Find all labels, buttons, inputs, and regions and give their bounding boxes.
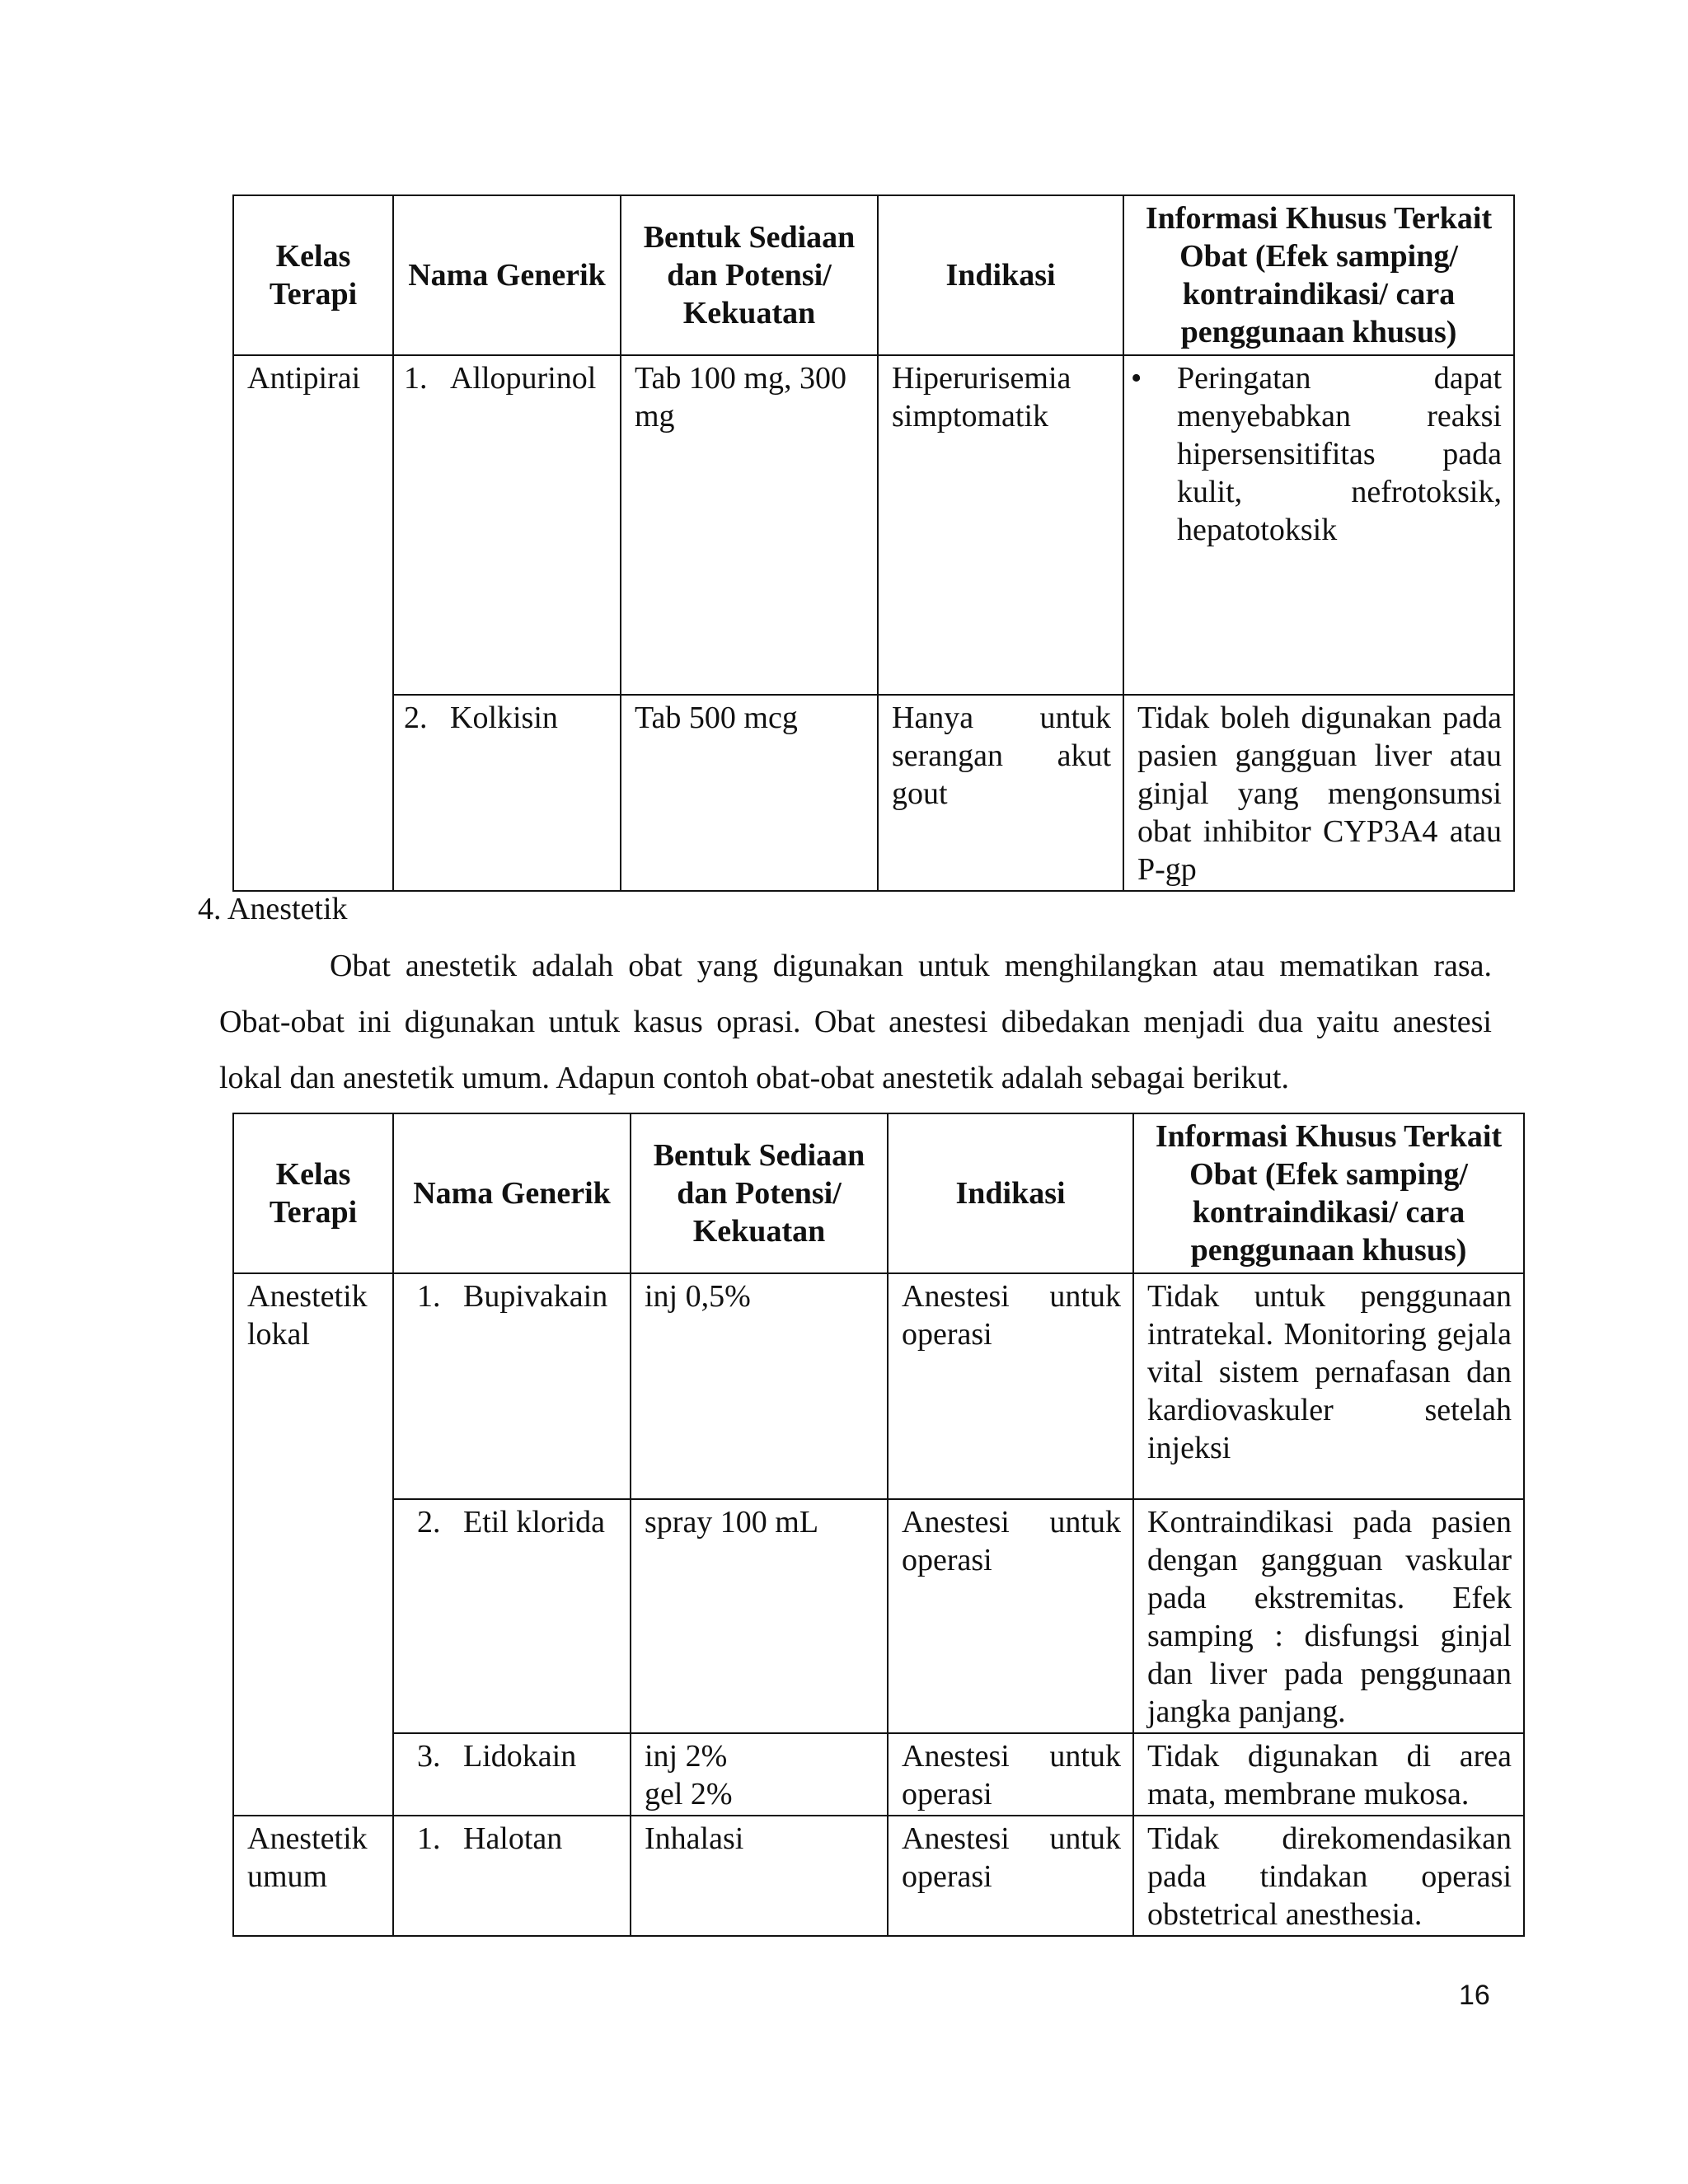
header-informasi-khusus: Informasi Khusus Terkait Obat (Efek samping/ kontraindikasi/ cara penggunaan khusus) (1123, 195, 1514, 355)
header-bentuk-sediaan: Bentuk Sediaan dan Potensi/ Kekuatan (621, 195, 878, 355)
nama-generik-cell (393, 1733, 631, 1816)
drug-name: Etil klorida (463, 1505, 606, 1540)
row-number: 3. (417, 1739, 441, 1774)
informasi-cell: Tidak boleh digunakan pada pasien gangguan liver atau ginjal yang mengonsumsi obat inhibitor CYP3A4 atau P-gp (1123, 695, 1514, 891)
informasi-cell: Kontraindikasi pada pasien dengan gangguan vaskular pada ekstremitas. Efek samping : disfungsi ginjal dan liver pada penggunaan jangka panjang. (1133, 1499, 1524, 1733)
nama-generik-cell (393, 1273, 631, 1499)
section-paragraph (219, 938, 1492, 1106)
informasi-cell: Tidak digunakan di area mata, membrane mukosa. (1133, 1733, 1524, 1816)
drug-name: Lidokain (463, 1739, 577, 1774)
nama-generik-cell (393, 695, 621, 891)
informasi-cell: Tidak direkomendasikan pada tindakan operasi obstetrical anesthesia. (1133, 1816, 1524, 1936)
anestetik-table (232, 1113, 1525, 1937)
bentuk-sediaan-cell (631, 1733, 888, 1816)
indikasi-cell: Anestesi untuk operasi (888, 1733, 1133, 1816)
table-row (233, 1733, 1524, 1816)
table-row (233, 1273, 1524, 1499)
table-header-row (233, 1113, 1524, 1273)
paragraph-text: Obat anestetik adalah obat yang digunakan untuk menghilangkan atau mematikan rasa. Obat-obat ini digunakan untuk kasus oprasi. Obat anestesi dibedakan menjadi dua yaitu anestesi lokal dan anestetik umum. Adapun contoh obat-obat anestetik adalah sebagai berikut. (219, 949, 1492, 1095)
table-row (233, 1499, 1524, 1733)
informasi-cell: Tidak untuk penggunaan intratekal. Monitoring gejala vital sistem pernafasan dan kardiovaskuler setelah injeksi (1133, 1273, 1524, 1499)
bentuk-sediaan-cell: inj 0,5% (631, 1273, 888, 1499)
bentuk-sediaan-cell: Inhalasi (631, 1816, 888, 1936)
header-kelas-terapi: Kelas Terapi (233, 195, 393, 355)
drug-name: Allopurinol (450, 361, 597, 396)
header-bentuk-sediaan: Bentuk Sediaan dan Potensi/ Kekuatan (631, 1113, 888, 1273)
bentuk-sediaan-cell: spray 100 mL (631, 1499, 888, 1733)
header-indikasi: Indikasi (878, 195, 1123, 355)
table-row (233, 355, 1514, 695)
row-number: 2. (404, 701, 428, 735)
bullet-icon: • (1131, 361, 1142, 396)
row-number: 1. (404, 361, 428, 396)
indikasi-cell: Hiperurisemia simptomatik (878, 355, 1123, 695)
row-number: 2. (417, 1505, 441, 1540)
page-number: 16 (1459, 1980, 1490, 2011)
table-row (233, 1816, 1524, 1936)
table-row (233, 695, 1514, 891)
header-informasi-khusus: Informasi Khusus Terkait Obat (Efek samping/ kontraindikasi/ cara penggunaan khusus) (1133, 1113, 1524, 1273)
header-indikasi: Indikasi (888, 1113, 1133, 1273)
indikasi-cell: Hanya untuk serangan akut gout (878, 695, 1123, 891)
drug-name: Kolkisin (450, 701, 558, 735)
informasi-cell (1123, 355, 1514, 695)
row-number: 1. (417, 1821, 441, 1856)
indikasi-cell: Anestesi untuk operasi (888, 1273, 1133, 1499)
header-nama-generik: Nama Generik (393, 1113, 631, 1273)
bentuk-sediaan-cell: Tab 500 mcg (621, 695, 878, 891)
kelas-terapi-cell: Anestetik umum (233, 1816, 393, 1936)
drug-name: Halotan (463, 1821, 563, 1856)
row-number: 1. (417, 1279, 441, 1314)
header-nama-generik: Nama Generik (393, 195, 621, 355)
bentuk-gel: gel 2% (645, 1777, 733, 1811)
kelas-terapi-cell: Anestetik lokal (233, 1273, 393, 1816)
antipirai-table (232, 194, 1515, 892)
header-kelas-terapi: Kelas Terapi (233, 1113, 393, 1273)
indikasi-cell: Anestesi untuk operasi (888, 1816, 1133, 1936)
drug-name: Bupivakain (463, 1279, 608, 1314)
nama-generik-cell (393, 355, 621, 695)
kelas-terapi-cell: Antipirai (233, 355, 393, 891)
bentuk-sediaan-cell: Tab 100 mg, 300 mg (621, 355, 878, 695)
section-title: 4. Anestetik (198, 892, 348, 926)
nama-generik-cell (393, 1499, 631, 1733)
informasi-text: Peringatan dapat menyebabkan reaksi hipersensitifitas pada kulit, nefrotoksik, hepatotoksik (1177, 361, 1502, 547)
bentuk-inj: inj 2% (645, 1739, 728, 1774)
table-header-row (233, 195, 1514, 355)
indikasi-cell: Anestesi untuk operasi (888, 1499, 1133, 1733)
nama-generik-cell (393, 1816, 631, 1936)
